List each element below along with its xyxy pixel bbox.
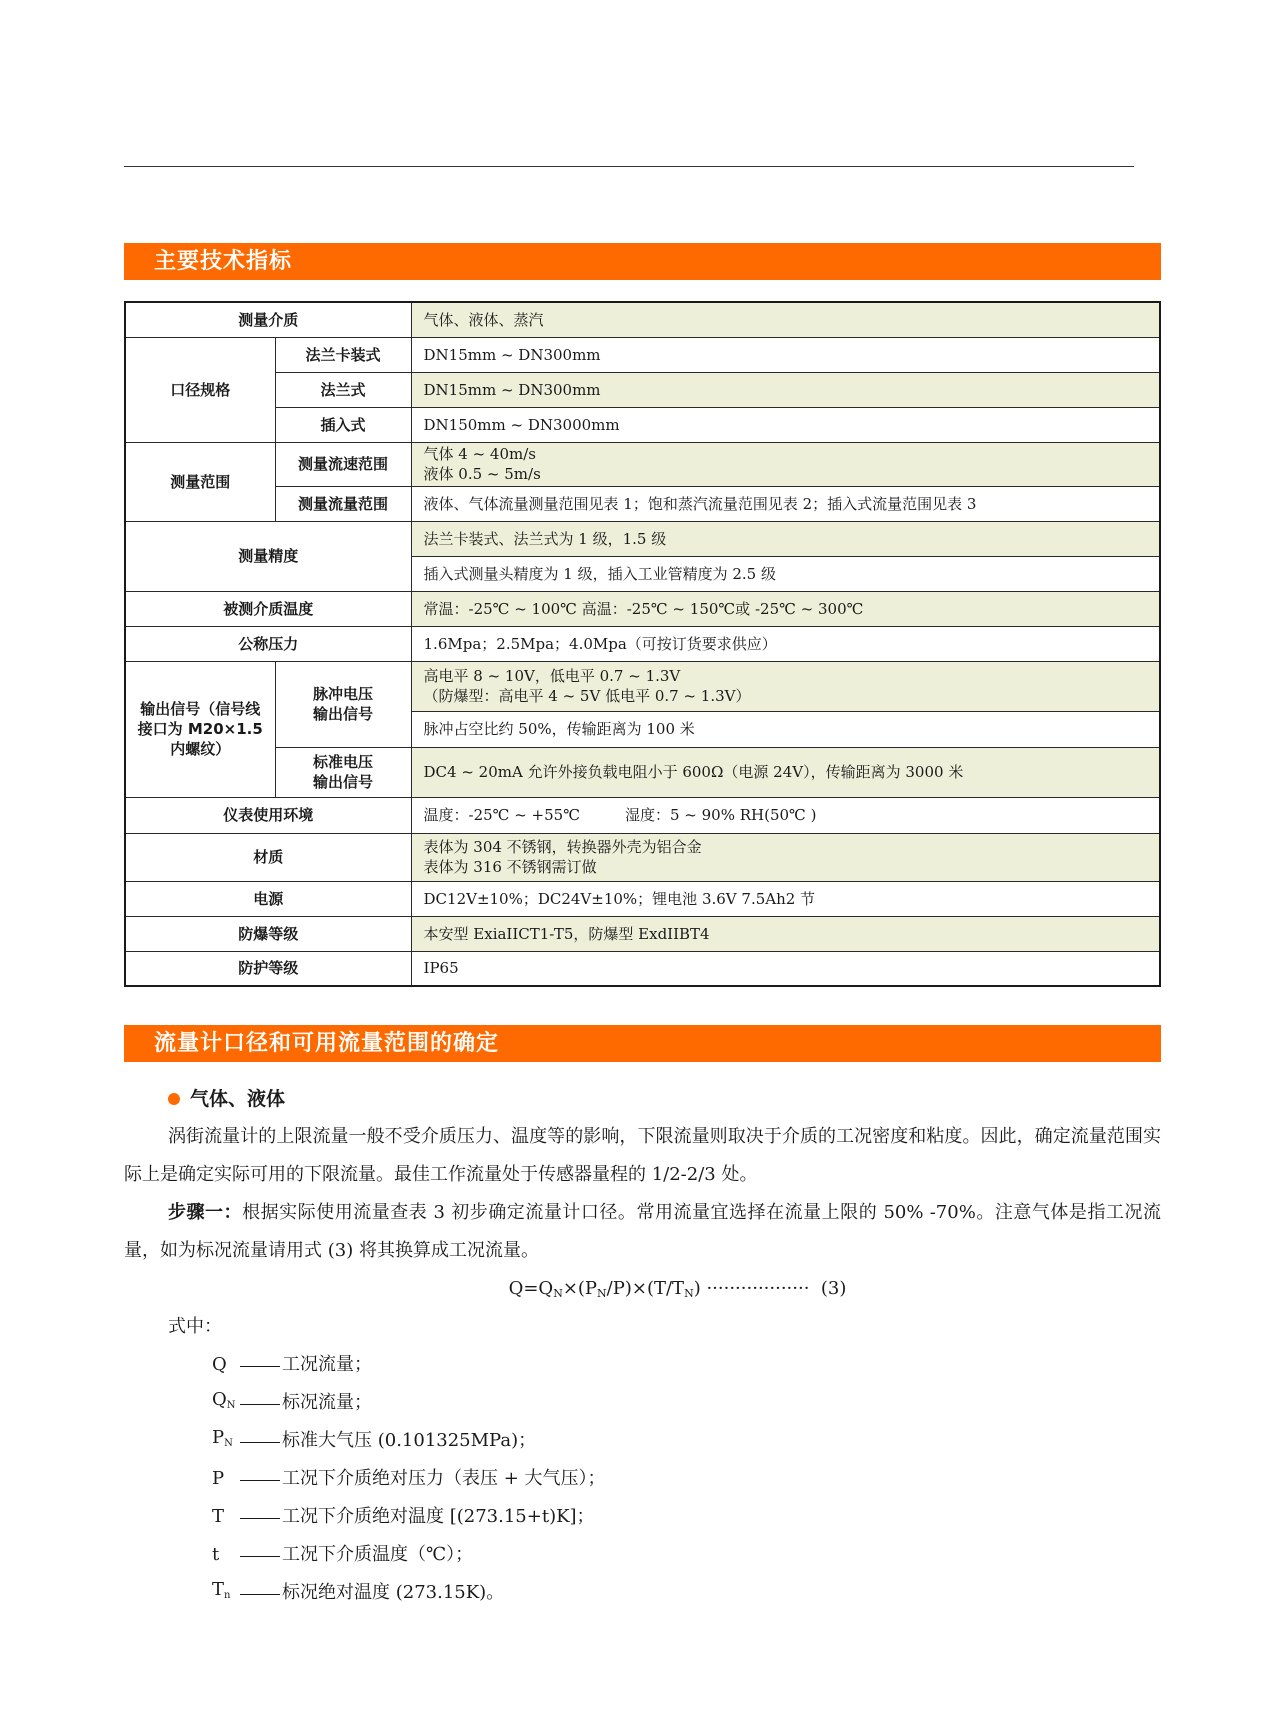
spec-sublabel xyxy=(275,661,411,747)
table-row xyxy=(125,521,1160,556)
spec-label: 防爆等级 xyxy=(125,916,411,951)
table-row xyxy=(125,626,1160,661)
spec-label: 被测介质温度 xyxy=(125,591,411,626)
definition-item xyxy=(212,1574,1161,1612)
spec-label: 防护等级 xyxy=(125,951,411,986)
subheading-label: 气体、液体 xyxy=(190,1088,286,1110)
table-row xyxy=(125,916,1160,951)
subheading xyxy=(124,1080,1161,1118)
spec-value-line: 气体 4 ~ 40m/s xyxy=(423,445,536,463)
spec-value: DN150mm ~ DN3000mm xyxy=(411,407,1160,442)
spec-label-line: 输出信号（信号线 xyxy=(140,700,261,718)
formula-sub: N xyxy=(684,1287,694,1300)
spec-label-line: 脉冲电压 xyxy=(313,685,374,703)
spec-value-line: 高电平 8 ~ 10V，低电平 0.7 ~ 1.3V xyxy=(423,667,681,685)
spec-value-line: 表体为 316 不锈钢需订做 xyxy=(423,858,597,876)
em-dash xyxy=(240,1442,280,1443)
table-row xyxy=(125,833,1160,881)
spec-value: 1.6Mpa；2.5Mpa；4.0Mpa（可按订货要求供应） xyxy=(411,626,1160,661)
spec-sublabel: 法兰卡装式 xyxy=(275,337,411,372)
formula-sub: N xyxy=(597,1287,607,1300)
definition-symbol: T xyxy=(212,1506,225,1527)
spec-value: 脉冲占空比约 50%，传输距离为 100 米 xyxy=(411,711,1160,747)
spec-label-line: 输出信号 xyxy=(313,705,374,723)
formula-part: Q=Q xyxy=(508,1278,554,1299)
spec-sublabel: 测量流量范围 xyxy=(275,486,411,521)
table-row xyxy=(125,337,1160,372)
spec-value-line: 表体为 304 不锈钢，转换器外壳为铝合金 xyxy=(423,838,702,856)
formula-number: (3) xyxy=(820,1278,847,1299)
definition-subscript: n xyxy=(224,1590,231,1601)
spec-label: 口径规格 xyxy=(125,337,275,442)
spec-value: DC12V±10%；DC24V±10%；锂电池 3.6V 7.5Ah2 节 xyxy=(411,881,1160,916)
spec-label: 电源 xyxy=(125,881,411,916)
spec-value xyxy=(411,833,1160,881)
spec-label: 仪表使用环境 xyxy=(125,797,411,833)
definition-item xyxy=(212,1346,1161,1384)
definition-item xyxy=(212,1498,1161,1536)
spec-value: 温度：-25℃ ~ +55℃ 湿度：5 ~ 90% RH(50℃ ) xyxy=(411,797,1160,833)
table-row xyxy=(125,951,1160,986)
spec-label: 测量介质 xyxy=(125,302,411,337)
table-row xyxy=(125,372,1160,407)
definition-subscript: N xyxy=(226,1400,236,1411)
definition-text: 工况流量； xyxy=(282,1354,372,1375)
spec-label: 测量范围 xyxy=(125,442,275,521)
spec-label-line: 标准电压 xyxy=(313,753,374,771)
table-row xyxy=(125,407,1160,442)
body-text xyxy=(124,1080,1161,1612)
spec-value: 气体、液体、蒸汽 xyxy=(411,302,1160,337)
table-row xyxy=(125,797,1160,833)
spec-label: 公称压力 xyxy=(125,626,411,661)
spec-sublabel: 插入式 xyxy=(275,407,411,442)
definition-item xyxy=(212,1460,1161,1498)
formula xyxy=(124,1270,1161,1308)
spec-sublabel xyxy=(275,747,411,797)
formula-part: ×(P xyxy=(562,1278,598,1299)
bullet-dot-icon xyxy=(168,1093,180,1105)
spec-value: 液体、气体流量测量范围见表 1；饱和蒸汽流量范围见表 2；插入式流量范围见表 3 xyxy=(411,486,1160,521)
definition-item xyxy=(212,1422,1161,1460)
em-dash xyxy=(240,1518,280,1519)
em-dash xyxy=(240,1404,280,1405)
spec-value xyxy=(411,661,1160,711)
definition-item xyxy=(212,1536,1161,1574)
definition-symbol: t xyxy=(212,1544,220,1565)
definition-symbol: Q xyxy=(212,1354,227,1375)
spec-value-line: （防爆型：高电平 4 ~ 5V 低电平 0.7 ~ 1.3V） xyxy=(423,687,751,705)
step-label: 步骤一： xyxy=(168,1202,243,1223)
spec-value: 本安型 ExiaIICT1-T5，防爆型 ExdIIBT4 xyxy=(411,916,1160,951)
top-rule xyxy=(124,166,1134,167)
em-dash xyxy=(240,1594,280,1595)
em-dash xyxy=(240,1366,280,1367)
spec-label-line: 接口为 M20×1.5 xyxy=(137,720,263,738)
spec-label: 测量精度 xyxy=(125,521,411,591)
spec-value: IP65 xyxy=(411,951,1160,986)
table-row xyxy=(125,302,1160,337)
spec-value: DN15mm ~ DN300mm xyxy=(411,337,1160,372)
paragraph: 涡街流量计的上限流量一般不受介质压力、温度等的影响，下限流量则取决于介质的工况密度和粘度。因此，确定流量范围实际上是确定实际可用的下限流量。最佳工作流量处于传感器量程的 1/2-2/3 处。 xyxy=(124,1126,1161,1185)
definition-text: 标准大气压 (0.101325MPa)； xyxy=(282,1430,537,1451)
table-row xyxy=(125,881,1160,916)
spec-value xyxy=(411,442,1160,486)
formula-sub: N xyxy=(553,1287,563,1300)
definition-symbol: P xyxy=(212,1468,225,1489)
paragraph-step1 xyxy=(124,1194,1161,1270)
definition-item xyxy=(212,1384,1161,1422)
spec-value: DN15mm ~ DN300mm xyxy=(411,372,1160,407)
spec-value: 法兰卡装式、法兰式为 1 级，1.5 级 xyxy=(411,521,1160,556)
definition-list xyxy=(124,1346,1161,1612)
where-label: 式中： xyxy=(168,1316,222,1337)
em-dash xyxy=(240,1556,280,1557)
spec-label-line: 内螺纹） xyxy=(170,740,231,758)
formula-part: ) xyxy=(693,1278,701,1299)
spec-value: DC4 ~ 20mA 允许外接负载电阻小于 600Ω（电源 24V），传输距离为 3000 米 xyxy=(411,747,1160,797)
definition-text: 标况流量； xyxy=(282,1392,372,1413)
definition-text: 工况下介质温度（℃）； xyxy=(282,1544,474,1565)
definition-symbol: $T_n$ xyxy=(212,1579,231,1601)
spec-value-line: 液体 0.5 ~ 5m/s xyxy=(423,465,541,483)
table-row xyxy=(125,747,1160,797)
section-title-range: 流量计口径和可用流量范围的确定 xyxy=(124,1025,1161,1062)
definition-symbol: $Q_N$ xyxy=(212,1389,236,1411)
spec-label xyxy=(125,661,275,797)
spec-label: 材质 xyxy=(125,833,411,881)
table-row xyxy=(125,442,1160,486)
spec-label-line: 输出信号 xyxy=(313,773,374,791)
spec-value: 常温：-25℃ ~ 100℃ 高温：-25℃ ~ 150℃或 -25℃ ~ 300℃ xyxy=(411,591,1160,626)
definition-text: 工况下介质绝对压力（表压 + 大气压）； xyxy=(282,1468,606,1489)
formula-part: /P)×(T/T xyxy=(606,1278,685,1299)
definition-subscript: N xyxy=(224,1438,233,1449)
em-dash xyxy=(240,1480,280,1481)
spec-sublabel: 测量流速范围 xyxy=(275,442,411,486)
definition-symbol: $P_N$ xyxy=(212,1427,233,1449)
table-row xyxy=(125,591,1160,626)
table-row xyxy=(125,486,1160,521)
definition-text: 工况下介质绝对温度 [(273.15+t)K]； xyxy=(282,1506,595,1527)
formula-leader: ·················· xyxy=(706,1278,810,1299)
section-title-specs: 主要技术指标 xyxy=(124,243,1161,280)
spec-table xyxy=(124,301,1161,987)
spec-sublabel: 法兰式 xyxy=(275,372,411,407)
table-row xyxy=(125,661,1160,711)
definition-text: 标况绝对温度 (273.15K)。 xyxy=(282,1582,505,1603)
step-text: 根据实际使用流量查表 3 初步确定流量计口径。常用流量宜选择在流量上限的 50% -70%。注意气体是指工况流量，如为标况流量请用式 (3) 将其换算成工况流量。 xyxy=(124,1202,1162,1261)
spec-value: 插入式测量头精度为 1 级，插入工业管精度为 2.5 级 xyxy=(411,556,1160,591)
